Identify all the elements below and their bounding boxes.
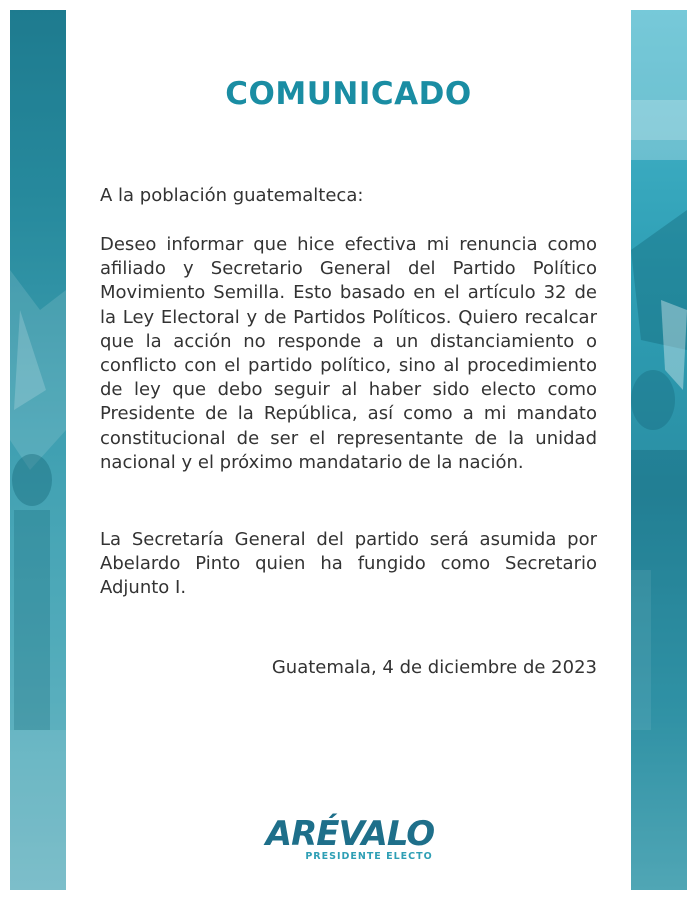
right-strip-texture xyxy=(631,10,687,890)
logo-name: ARÉVALO xyxy=(265,814,435,854)
body-paragraph-2: La Secretaría General del partido será asumida por Abelardo Pinto quien ha fungido como Secretario Adjunto I. xyxy=(100,529,597,599)
logo-subtitle: PRESIDENTE ELECTO xyxy=(305,851,433,862)
left-strip-texture xyxy=(10,10,66,890)
arevalo-logo xyxy=(256,815,444,865)
greeting-line: A la población guatemalteca: xyxy=(100,185,364,206)
left-decorative-photo-strip xyxy=(10,10,66,890)
page-title: COMUNICADO xyxy=(225,76,472,112)
right-decorative-photo-strip xyxy=(631,10,687,890)
date-line: Guatemala, 4 de diciembre de 2023 xyxy=(271,657,597,678)
body-paragraph-1: Deseo informar que hice efectiva mi renuncia como afiliado y Secretario General del Partido Político Movimiento Semilla. Esto basado en el artículo 32 de la Ley Electoral y de Partidos Políticos. Quiero recalcar que la acción no responde a un distanciamiento o conflicto con el partido político, sino al procedimiento de ley que debo seguir al haber sido electo como Presidente de la República, así como a mi mandato constitucional de ser el representante de la unidad nacional y el próximo mandatario de la nación. xyxy=(100,234,597,473)
